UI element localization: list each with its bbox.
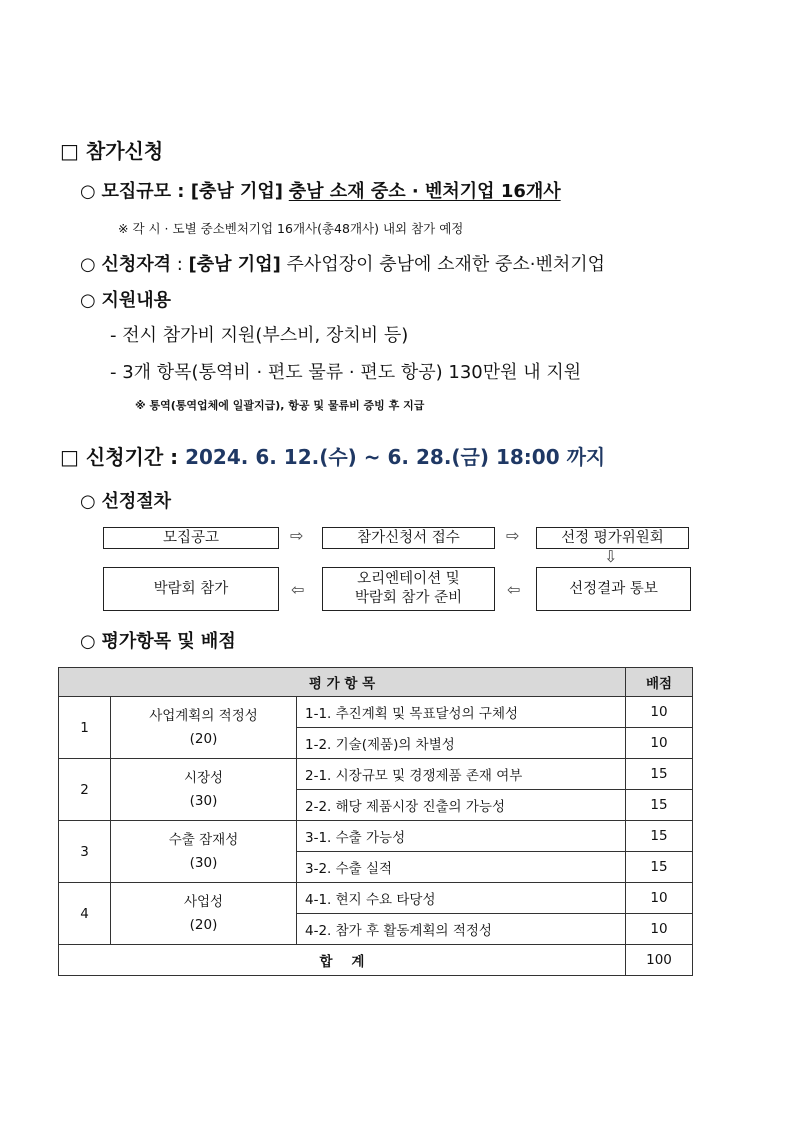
period-value: 2024. 6. 12.(수) ~ 6. 28.(금) 18:00 까지: [185, 445, 606, 469]
flow-apply: 참가신청서 접수: [322, 527, 495, 549]
table-row: [59, 759, 693, 790]
recruit-scale-label: 모집규모: [101, 181, 172, 202]
category-weight: (20): [189, 730, 218, 747]
table-total-row: [59, 945, 693, 976]
support-item: - 전시 참가비 지원(부스비, 장치비 등): [110, 325, 409, 346]
section-title: 참가신청: [85, 139, 164, 163]
group-number: 2: [59, 759, 111, 821]
score-cell: 15: [626, 821, 693, 852]
group-category: [111, 883, 297, 945]
evaluation-table: [58, 667, 693, 976]
group-number: 4: [59, 883, 111, 945]
arrow-down-icon: ⇩: [604, 547, 618, 566]
eligibility-value: 주사업장이 충남에 소재한 중소·벤처기업: [286, 254, 606, 275]
table-row: [59, 883, 693, 914]
section-heading-application: [60, 135, 163, 164]
score-cell: 15: [626, 852, 693, 883]
score-cell: 10: [626, 914, 693, 945]
procedure-heading: [80, 487, 171, 513]
region-tag: [충남 기업]: [188, 254, 281, 275]
item-cell: 3-2. 수출 실적: [297, 852, 626, 883]
score-cell: 10: [626, 697, 693, 728]
category-weight: (20): [189, 916, 218, 933]
support-heading-line: [80, 286, 171, 312]
checkbox-square-icon: □: [60, 139, 79, 163]
group-number: 3: [59, 821, 111, 883]
support-note: ※ 통역(통역업체에 일괄지급), 항공 및 물류비 증빙 후 지급: [135, 399, 425, 412]
separator: :: [171, 181, 191, 202]
arrow-right-icon: ⇨: [506, 526, 520, 545]
checkbox-square-icon: □: [60, 445, 79, 469]
table-row: [59, 821, 693, 852]
circle-bullet-icon: ○: [80, 290, 96, 311]
item-cell: 2-1. 시장규모 및 경쟁제품 존재 여부: [297, 759, 626, 790]
group-category: [111, 821, 297, 883]
evaluation-heading: [80, 627, 236, 653]
item-cell: 4-2. 참가 후 활동계획의 적정성: [297, 914, 626, 945]
total-score: 100: [626, 945, 693, 976]
circle-bullet-icon: ○: [80, 491, 96, 512]
recruit-note: ※ 각 시 · 도별 중소벤처기업 16개사(총48개사) 내외 참가 예정: [118, 221, 464, 236]
group-number: 1: [59, 697, 111, 759]
item-cell: 2-2. 해당 제품시장 진출의 가능성: [297, 790, 626, 821]
flow-committee: 선정 평가위원회: [536, 527, 689, 549]
table-header-row: [59, 668, 693, 697]
eligibility-label: 신청자격: [101, 254, 172, 275]
recruit-scale-line: [80, 177, 561, 203]
arrow-left-icon: ⇦: [291, 580, 305, 599]
category-label: 수출 잠재성: [168, 831, 239, 848]
score-cell: 10: [626, 883, 693, 914]
category-weight: (30): [189, 792, 218, 809]
circle-bullet-icon: ○: [80, 181, 96, 202]
score-cell: 15: [626, 790, 693, 821]
header-item: 평 가 항 목: [59, 668, 626, 697]
score-cell: 15: [626, 759, 693, 790]
item-cell: 4-1. 현지 수요 타당성: [297, 883, 626, 914]
item-cell: 3-1. 수출 가능성: [297, 821, 626, 852]
circle-bullet-icon: ○: [80, 254, 96, 275]
score-cell: 10: [626, 728, 693, 759]
group-category: [111, 759, 297, 821]
table-row: [59, 697, 693, 728]
support-item: - 3개 항목(통역비 · 편도 물류 · 편도 항공) 130만원 내 지원: [110, 362, 582, 383]
item-cell: 1-2. 기술(제품)의 차별성: [297, 728, 626, 759]
item-cell: 1-1. 추진계획 및 목표달성의 구체성: [297, 697, 626, 728]
category-label: 사업성: [183, 893, 224, 910]
category-label: 사업계획의 적정성: [149, 707, 258, 724]
arrow-right-icon: ⇨: [290, 526, 304, 545]
separator: :: [171, 254, 189, 275]
support-label: 지원내용: [101, 290, 172, 311]
evaluation-title: 평가항목 및 배점: [101, 631, 236, 652]
arrow-left-icon: ⇦: [507, 580, 521, 599]
procedure-title: 선정절차: [101, 491, 172, 512]
recruit-scale-value: 충남 소재 중소 · 벤처기업 16개사: [288, 181, 561, 202]
category-label: 시장성: [183, 769, 224, 786]
eligibility-line: [80, 250, 605, 276]
flow-orientation: 오리엔테이션 및 박람회 참가 준비: [322, 567, 495, 611]
period-label: 신청기간 :: [85, 445, 179, 469]
flow-participate: 박람회 참가: [103, 567, 279, 611]
header-score: 배점: [626, 668, 693, 697]
flow-recruit: 모집공고: [103, 527, 279, 549]
region-tag: [충남 기업]: [190, 181, 284, 202]
flow-notify: 선정결과 통보: [536, 567, 691, 611]
circle-bullet-icon: ○: [80, 631, 96, 652]
category-weight: (30): [189, 854, 218, 871]
section-heading-period: [60, 441, 605, 470]
total-label: 합 계: [59, 945, 626, 976]
group-category: [111, 697, 297, 759]
